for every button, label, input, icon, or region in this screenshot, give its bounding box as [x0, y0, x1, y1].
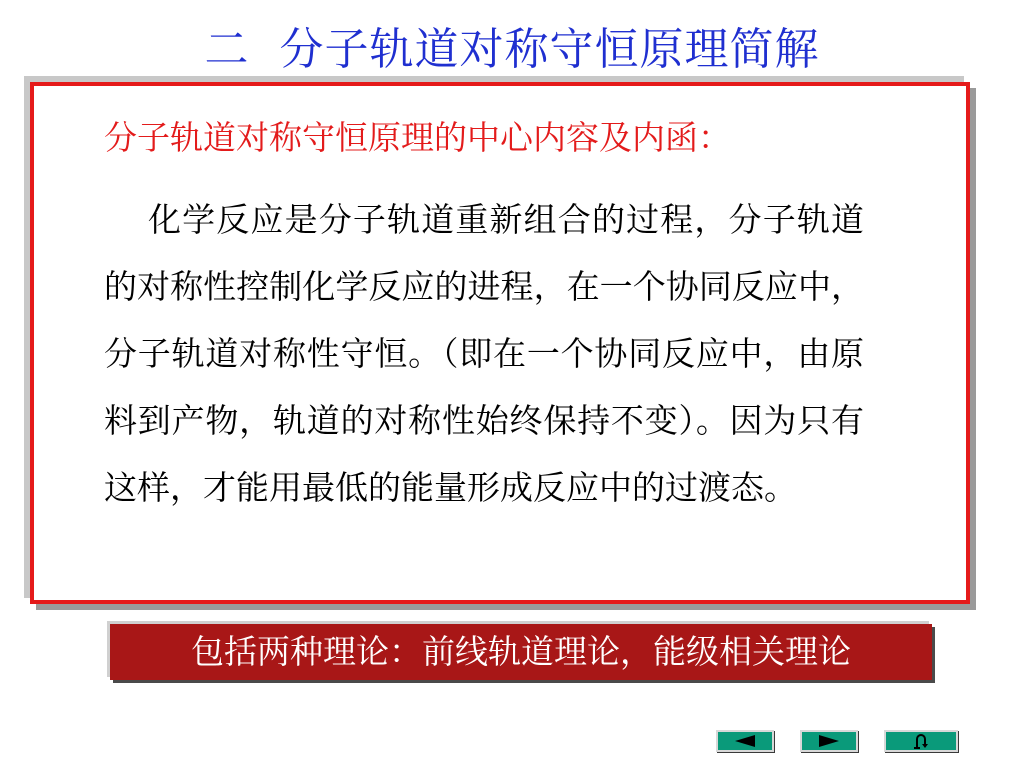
slide-title: 二 分子轨道对称守恒原理简解	[204, 24, 820, 75]
next-slide-button[interactable]	[800, 730, 858, 752]
content-box	[30, 82, 970, 604]
content-paragraph: 化学反应是分子轨道重新组合的过程，分子轨道的对称性控制化学反应的进程，在一个协同反应中，分子轨道对称性守恒。（即在一个协同反应中，由原料到产物，轨道的对称性始终保持不变）。因为只有这样，才能用最低的能量形成反应中的过渡态。	[104, 200, 864, 507]
summary-banner: 包括两种理论：前线轨道理论，能级相关理论	[110, 624, 932, 680]
return-button[interactable]	[884, 730, 958, 752]
triangle-left-icon	[732, 734, 758, 748]
return-arrow-icon	[911, 733, 931, 749]
content-heading: 分子轨道对称守恒原理的中心内容及内函：	[104, 118, 731, 157]
triangle-right-icon	[816, 734, 842, 748]
previous-slide-button[interactable]	[716, 730, 774, 752]
content-body	[104, 116, 864, 521]
